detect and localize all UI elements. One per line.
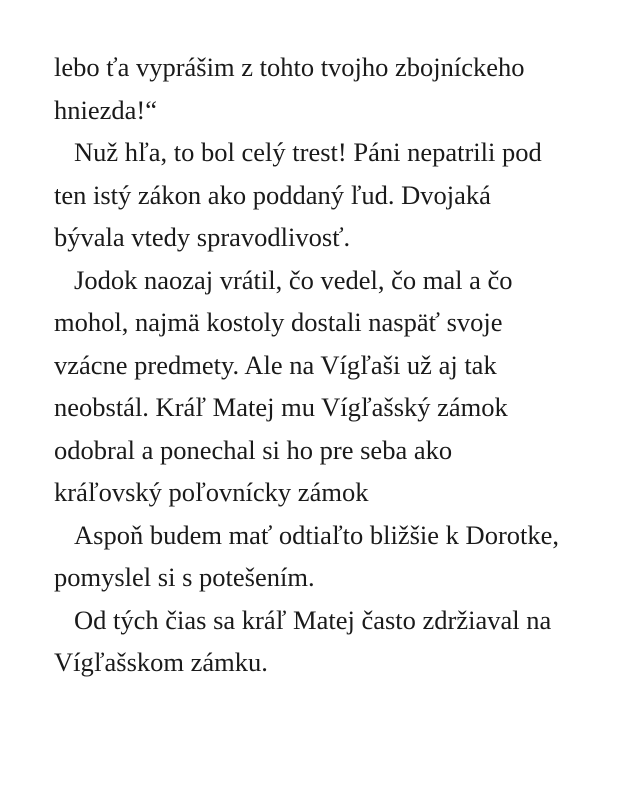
text-line: mohol, najmä kostoly dostali naspäť svoje bbox=[54, 307, 503, 337]
text-line: Jodok naozaj vrátil, čo vedel, čo mal a čo bbox=[74, 264, 513, 295]
text-line: ten istý zákon ako poddaný ľud. Dvojaká bbox=[54, 179, 491, 210]
text-line: vzácne predmety. Ale na Vígľaši už aj tak bbox=[54, 349, 497, 380]
text-line: bývala vtedy spravodlivosť. bbox=[54, 222, 351, 252]
text-line: hniezda!“ bbox=[54, 94, 157, 125]
text-line: Aspoň budem mať odtiaľto bližšie k Dorotke, bbox=[74, 519, 560, 550]
text-line: odobral a ponechal si ho pre seba ako bbox=[54, 434, 453, 465]
page-text bbox=[54, 46, 612, 684]
text-line: Nuž hľa, to bol celý trest! Páni nepatrili pod bbox=[74, 137, 542, 167]
text-line: pomyslel si s potešením. bbox=[54, 562, 315, 592]
text-line: kráľovský poľovnícky zámok bbox=[54, 477, 369, 507]
text-line: neobstál. Kráľ Matej mu Vígľašský zámok bbox=[54, 392, 508, 422]
text-line: Od tých čias sa kráľ Matej často zdržiaval na bbox=[74, 604, 552, 635]
text-line: Vígľašskom zámku. bbox=[54, 647, 268, 677]
text-line: lebo ťa vyprášim z tohto tvojho zbojníckeho bbox=[54, 52, 525, 82]
